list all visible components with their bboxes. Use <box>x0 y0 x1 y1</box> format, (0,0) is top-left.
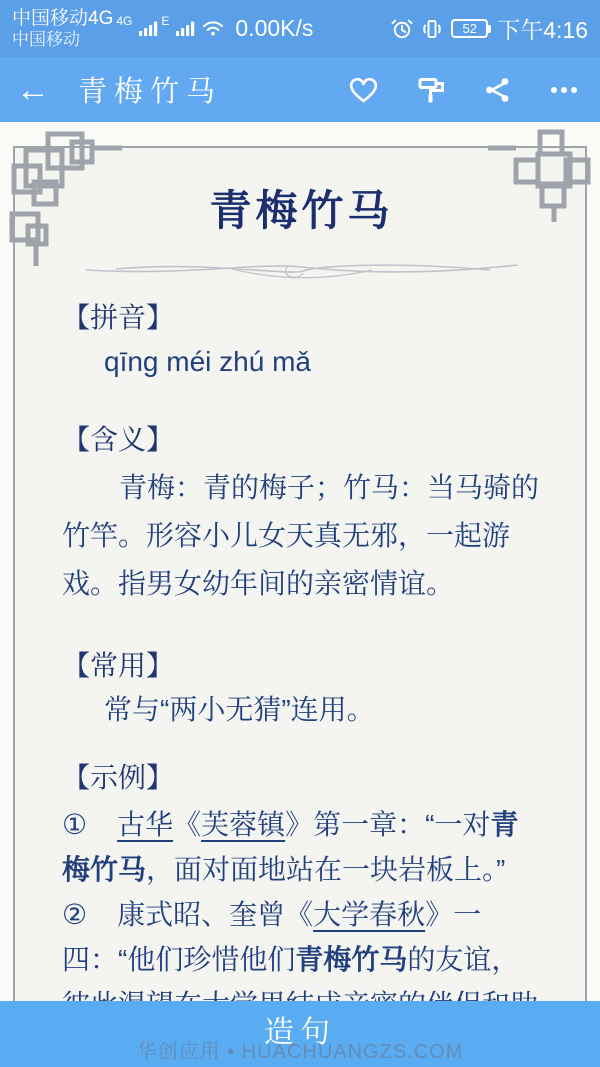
example-2-book-link[interactable]: 大学春秋 <box>313 899 426 930</box>
usage-text: 常与“两小无猜”连用。 <box>104 694 375 725</box>
section-label-usage: 【常用】 <box>62 650 175 681</box>
example-1-book-link[interactable]: 芙蓉镇 <box>201 809 286 840</box>
vibrate-mode-icon <box>422 18 442 40</box>
back-button[interactable]: ← <box>16 70 50 109</box>
signal-bars-icon <box>139 21 158 36</box>
watermark-text: 华创应用 • HUACHUANGZS.COM <box>136 1041 464 1063</box>
meaning-text: 青梅：青的梅子；竹马：当马骑的竹竿。形容小儿女天真无邪，一起游戏。指男女幼年间的亲密情谊。 <box>62 472 540 599</box>
favorite-heart-button[interactable] <box>348 76 379 104</box>
section-meaning <box>62 422 541 608</box>
status-bar <box>0 0 600 57</box>
carrier-name: 中国移动 <box>12 29 80 49</box>
section-label-examples: 【示例】 <box>62 762 175 793</box>
section-pinyin <box>62 300 541 382</box>
example-item-1 <box>62 802 541 892</box>
wifi-icon <box>202 20 224 36</box>
battery-percent: 52 <box>462 21 477 36</box>
carrier-labels <box>12 8 113 49</box>
flourish-divider <box>62 254 541 282</box>
make-sentence-button[interactable]: 造句 <box>264 1016 336 1049</box>
signal-bars-2-icon <box>176 21 195 36</box>
network-type-e-badge: E <box>161 13 170 28</box>
status-time: 下午4:16 <box>497 17 588 43</box>
example-1-idiom-bold: 青梅竹马 <box>62 809 519 885</box>
example-1-text-mid: 》第一章：“一对 <box>285 809 491 840</box>
network-speed: 0.00K/s <box>235 14 314 41</box>
example-2-bracket-open: 《 <box>285 899 314 930</box>
example-1-bracket-open: 《 <box>173 809 202 840</box>
bottom-action-bar <box>0 1001 600 1067</box>
section-label-meaning: 【含义】 <box>62 424 175 455</box>
share-button[interactable] <box>484 76 511 104</box>
app-bar-actions <box>348 76 584 104</box>
idiom-title: 青梅竹马 <box>209 187 394 234</box>
example-1-author-link[interactable]: 古华 <box>117 809 174 840</box>
battery-icon <box>451 19 488 38</box>
example-2-idiom-bold: 青梅竹马 <box>295 944 408 975</box>
page-title: 青梅竹马 <box>78 76 223 108</box>
pinyin-text: qīng méi zhú mǎ <box>104 346 311 377</box>
status-left <box>12 8 313 49</box>
more-options-button[interactable] <box>550 86 578 94</box>
carrier-name-4g: 中国移动4G <box>12 7 114 29</box>
alarm-clock-icon <box>391 18 413 40</box>
app-bar <box>0 57 600 122</box>
paint-roller-button[interactable] <box>418 76 445 104</box>
example-2-text-mid: 》一四：“他们珍惜他们 <box>62 899 482 975</box>
section-label-pinyin: 【拼音】 <box>62 302 175 333</box>
example-2-number: ② <box>62 899 88 930</box>
network-type-4g-badge: 4G <box>116 13 133 28</box>
section-usage <box>62 648 541 730</box>
idiom-card <box>13 146 587 1067</box>
card-content <box>15 178 585 1067</box>
example-2-authors: 康式昭、奎曾 <box>117 899 286 930</box>
example-1-text-tail: ，面对面地站在一块岩板上。” <box>146 854 506 885</box>
example-2-text-tail: 的友谊， <box>407 944 520 975</box>
status-right <box>391 12 588 45</box>
example-1-number: ① <box>62 809 88 840</box>
